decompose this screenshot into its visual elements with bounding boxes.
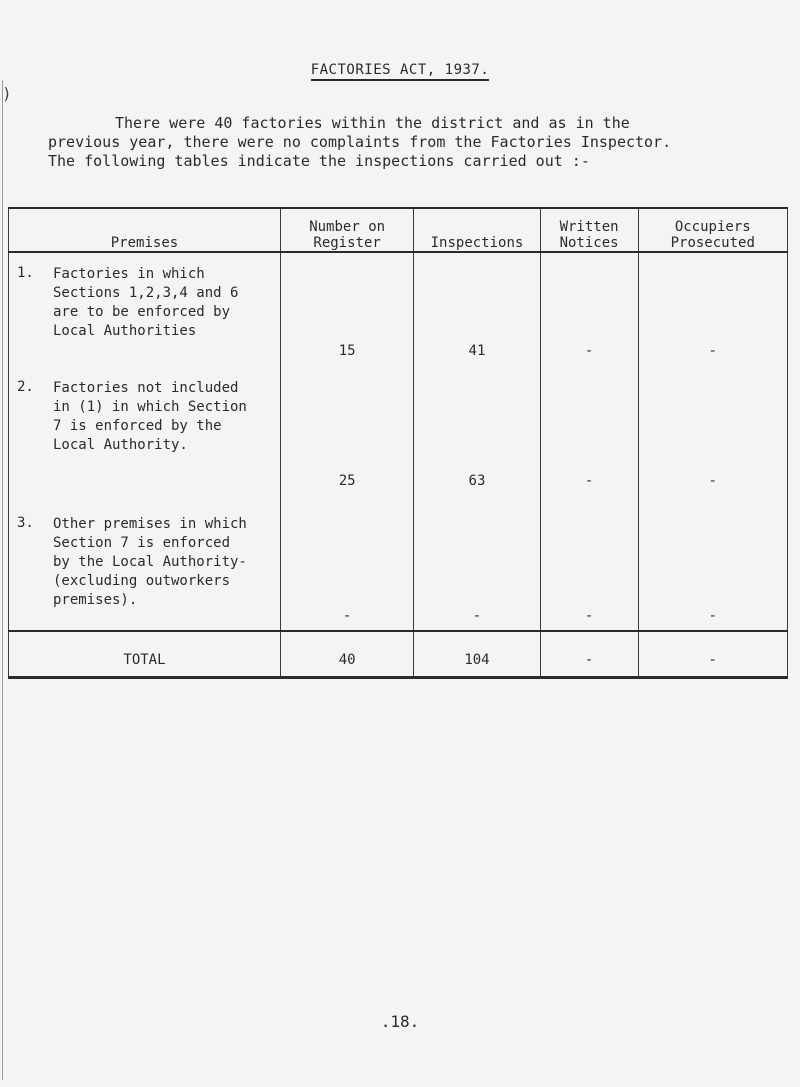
page-title-text: FACTORIES ACT, 1937.	[311, 62, 490, 81]
page-title	[0, 62, 800, 78]
header-register	[280, 208, 413, 252]
table-row	[9, 252, 788, 377]
row-number: 3.	[17, 515, 34, 531]
header-row	[9, 208, 788, 252]
total-notices: -	[540, 631, 638, 678]
table-header	[9, 208, 788, 252]
premises-description: Factories in which Sections 1,2,3,4 and 6 are to be enforced by Local Authorities	[53, 266, 239, 339]
header-notices-line-2: Notices	[559, 235, 619, 251]
total-register: 40	[280, 631, 413, 678]
total-label: TOTAL	[9, 631, 281, 678]
row-number: 1.	[17, 265, 34, 281]
page-number: .18.	[380, 1012, 420, 1031]
premises-description: Other premises in which Section 7 is enforced by the Local Authority- (excluding outworkers premises).	[53, 516, 247, 608]
total-prosecuted: -	[638, 631, 788, 678]
premises-cell	[9, 507, 281, 631]
inspections-table	[8, 207, 788, 679]
intro-line-2: previous year, there were no complaints from the Factories Inspector.	[48, 133, 672, 151]
header-written-notices	[540, 208, 638, 252]
inspections-cell: -	[414, 507, 540, 631]
intro-line-1: There were 40 factories within the district and as in the	[115, 114, 630, 132]
register-cell: 25	[280, 377, 413, 507]
row-number: 2.	[17, 379, 34, 395]
intro-paragraph	[48, 114, 768, 171]
header-premises	[9, 208, 281, 252]
register-cell: 15	[280, 252, 413, 377]
premises-cell	[9, 252, 281, 377]
header-prosecuted-line-1: Occupiers	[674, 219, 751, 235]
intro-line-3: The following tables indicate the inspections carried out :-	[48, 152, 590, 170]
table-row	[9, 507, 788, 631]
punch-hole-mark: )	[2, 84, 12, 103]
header-premises-label: Premises	[110, 235, 179, 251]
header-prosecuted-line-2: Prosecuted	[670, 235, 755, 251]
total-row	[9, 631, 788, 678]
header-register-line-1: Number on	[309, 219, 386, 235]
header-occupiers-prosecuted	[638, 208, 788, 252]
prosecuted-cell: -	[638, 507, 788, 631]
inspections-cell: 41	[414, 252, 540, 377]
notices-cell: -	[540, 252, 638, 377]
header-register-line-2: Register	[313, 235, 381, 251]
header-inspections-label: Inspections	[430, 235, 524, 251]
premises-description: Factories not included in (1) in which Section 7 is enforced by the Local Authority.	[53, 380, 247, 453]
register-cell: -	[280, 507, 413, 631]
table-row	[9, 377, 788, 507]
table-body	[9, 252, 788, 678]
header-inspections	[414, 208, 540, 252]
inspections-cell: 63	[414, 377, 540, 507]
header-notices-line-1: Written	[559, 219, 619, 235]
prosecuted-cell: -	[638, 377, 788, 507]
prosecuted-cell: -	[638, 252, 788, 377]
notices-cell: -	[540, 377, 638, 507]
notices-cell: -	[540, 507, 638, 631]
total-inspections: 104	[414, 631, 540, 678]
premises-cell	[9, 377, 281, 507]
scan-edge-shadow	[2, 80, 7, 1080]
